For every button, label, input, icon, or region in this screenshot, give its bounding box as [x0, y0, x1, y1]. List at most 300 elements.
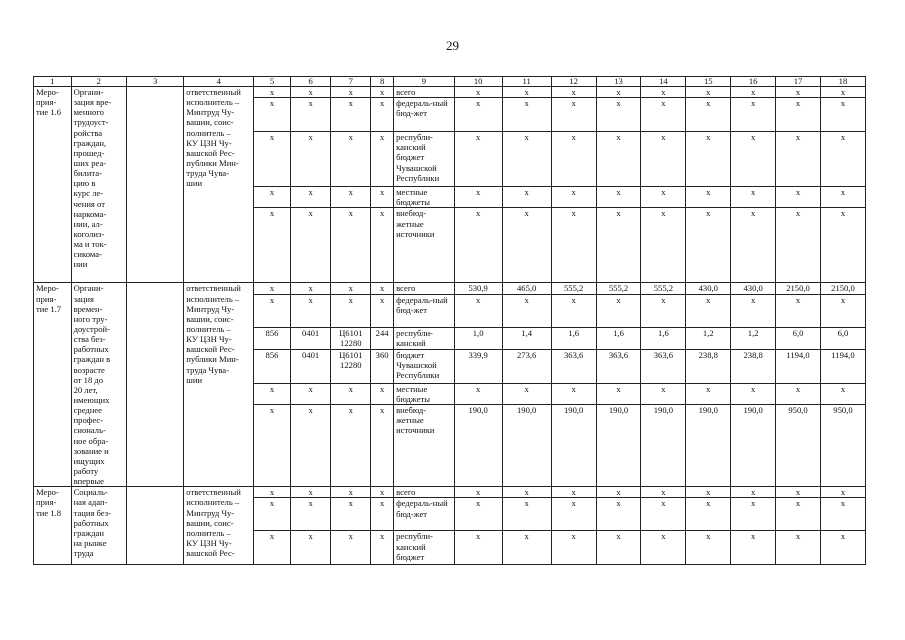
measure-name-line: от 18 до	[73, 374, 104, 385]
code-target: x	[331, 98, 371, 132]
amount-cell: x	[502, 294, 551, 327]
measure-name-line: коголиз-	[73, 228, 105, 239]
amount-cell: 1194,0	[776, 349, 821, 383]
amount-cell: x	[820, 98, 865, 132]
funding-source: бюджет Чувашской Республики	[394, 349, 455, 383]
executor-line: вашской Рес-	[186, 344, 235, 355]
executor-line: труда Чува-	[186, 168, 229, 179]
amount-cell: x	[820, 294, 865, 327]
code-section: x	[290, 405, 331, 487]
code-expense: x	[371, 498, 394, 531]
executor-line: шии	[186, 178, 203, 189]
amount-cell: 273,6	[502, 349, 551, 383]
amount-cell: 1,2	[731, 327, 776, 349]
amount-cell: x	[551, 383, 596, 404]
measure-name-line: ма и ток-	[73, 239, 107, 250]
funding-source: республи-канский бюджет	[394, 531, 455, 565]
amount-cell: 2150,0	[776, 283, 821, 294]
amount-cell: x	[776, 487, 821, 498]
amount-cell: 1,6	[551, 327, 596, 349]
amount-cell: x	[551, 87, 596, 98]
page-number: 29	[446, 38, 459, 53]
executor-line: КУ ЦЗН Чу-	[186, 537, 232, 548]
amount-cell: x	[502, 383, 551, 404]
amount-cell: x	[551, 208, 596, 283]
col-header: 15	[686, 77, 731, 87]
executor	[184, 87, 254, 283]
amount-cell: x	[776, 383, 821, 404]
column-number-row	[34, 77, 866, 87]
measure-name	[71, 487, 126, 565]
measure-name-line: граждан в	[73, 354, 111, 365]
amount-cell: 1,6	[596, 327, 641, 349]
amount-cell: x	[820, 132, 865, 187]
measure-name-line: нии	[73, 259, 88, 270]
amount-cell: 190,0	[641, 405, 686, 487]
amount-cell: 6,0	[776, 327, 821, 349]
amount-cell: 555,2	[596, 283, 641, 294]
code-expense: x	[371, 294, 394, 327]
empty-col-3	[126, 87, 183, 283]
amount-cell: 190,0	[551, 405, 596, 487]
funding-source: внебюд-жетные источники	[394, 405, 455, 487]
amount-cell: 6,0	[820, 327, 865, 349]
code-expense: x	[371, 531, 394, 565]
budget-table	[33, 76, 866, 565]
amount-cell: x	[502, 487, 551, 498]
code-target: x	[331, 487, 371, 498]
code-section: x	[290, 87, 331, 98]
code-expense: 244	[371, 327, 394, 349]
amount-cell: x	[776, 187, 821, 208]
amount-cell: x	[731, 87, 776, 98]
measure-name-line: нии, ал-	[73, 218, 103, 229]
measure-name-line: зация	[73, 293, 94, 304]
amount-cell: 555,2	[641, 283, 686, 294]
col-header: 1	[34, 77, 72, 87]
amount-cell: x	[641, 208, 686, 283]
amount-cell: x	[731, 294, 776, 327]
executor-line: КУ ЦЗН Чу-	[186, 334, 232, 345]
amount-cell: x	[776, 208, 821, 283]
amount-cell: x	[596, 132, 641, 187]
amount-cell: 190,0	[454, 405, 502, 487]
measure-name-line: зация вре-	[73, 97, 112, 108]
amount-cell: 465,0	[502, 283, 551, 294]
code-target: x	[331, 294, 371, 327]
amount-cell: x	[596, 208, 641, 283]
funding-source: республи-канский	[394, 327, 455, 349]
executor-line: КУ ЦЗН Чу-	[186, 137, 232, 148]
executor-line: Минтруд Чу-	[186, 107, 235, 118]
measure-label-line: тие 1.7	[36, 303, 62, 314]
amount-cell: x	[454, 294, 502, 327]
amount-cell: x	[731, 132, 776, 187]
measure-name-line: работных	[73, 344, 109, 355]
amount-cell: x	[551, 531, 596, 565]
executor-line: вашской Рес-	[186, 548, 235, 559]
amount-cell: x	[641, 498, 686, 531]
measure-name-line: ших реа-	[73, 158, 107, 168]
amount-cell: x	[551, 294, 596, 327]
amount-cell: x	[776, 132, 821, 187]
measure-name-line: Социаль-	[73, 487, 108, 498]
code-expense: x	[371, 405, 394, 487]
executor-line: исполнитель –	[186, 97, 240, 108]
amount-cell: x	[820, 383, 865, 404]
amount-cell: x	[686, 487, 731, 498]
amount-cell: x	[686, 132, 731, 187]
amount-cell: x	[596, 187, 641, 208]
code-expense: x	[371, 283, 394, 294]
funding-source: федераль-ный бюд-жет	[394, 498, 455, 531]
measure-name	[71, 283, 126, 487]
measure-name-line: ройства	[73, 127, 103, 138]
amount-cell: x	[686, 98, 731, 132]
executor	[184, 283, 254, 487]
amount-cell: 363,6	[551, 349, 596, 383]
amount-cell: x	[641, 531, 686, 565]
amount-cell: x	[686, 208, 731, 283]
amount-cell: x	[596, 531, 641, 565]
amount-cell: x	[820, 187, 865, 208]
col-header: 10	[454, 77, 502, 87]
executor-line: вашской Рес-	[186, 147, 235, 158]
code-target: x	[331, 283, 371, 294]
code-target: x	[331, 498, 371, 531]
col-header: 16	[731, 77, 776, 87]
measure-label-line: прия-	[36, 97, 57, 108]
amount-cell: x	[776, 294, 821, 327]
code-target: Ц6101 12280	[331, 327, 371, 349]
measure-name-line: трудоуст-	[73, 117, 109, 128]
measure-name-line: ное обра-	[73, 435, 109, 446]
col-header: 7	[331, 77, 371, 87]
amount-cell: 190,0	[731, 405, 776, 487]
measure-name-line: тация без-	[73, 507, 111, 518]
code-ministry: x	[254, 283, 291, 294]
amount-cell: x	[596, 498, 641, 531]
code-ministry: x	[254, 98, 291, 132]
amount-cell: x	[820, 208, 865, 283]
amount-cell: x	[776, 98, 821, 132]
measure-label	[34, 87, 72, 283]
amount-cell: x	[454, 531, 502, 565]
code-expense: x	[371, 132, 394, 187]
amount-cell: x	[551, 98, 596, 132]
executor-line: труда Чува-	[186, 364, 229, 375]
code-ministry: x	[254, 383, 291, 404]
measure-label-line: тие 1.6	[36, 107, 62, 118]
code-section: x	[290, 487, 331, 498]
code-section: x	[290, 187, 331, 208]
measure-name-line: Органи-	[73, 283, 104, 294]
measure-label-line: тие 1.8	[36, 507, 62, 518]
col-header: 17	[776, 77, 821, 87]
measure-name-line: профес-	[73, 415, 104, 426]
amount-cell: 430,0	[731, 283, 776, 294]
code-target: x	[331, 208, 371, 283]
amount-cell: x	[776, 498, 821, 531]
measure-name-line: впервые	[73, 476, 104, 487]
col-header: 14	[641, 77, 686, 87]
amount-cell: x	[596, 87, 641, 98]
measure-name-line: труда	[73, 548, 94, 559]
measure-name-line: менного	[73, 107, 104, 118]
measure-name-line: наркома-	[73, 208, 107, 219]
code-section: x	[290, 294, 331, 327]
measure-name-line: среднее	[73, 405, 102, 416]
col-header: 18	[820, 77, 865, 87]
code-ministry: x	[254, 498, 291, 531]
amount-cell: x	[731, 531, 776, 565]
code-section: x	[290, 132, 331, 187]
amount-cell: 1,2	[686, 327, 731, 349]
code-section: x	[290, 208, 331, 283]
code-expense: x	[371, 98, 394, 132]
measure-label-line: Меро-	[36, 283, 59, 294]
executor-line: Минтруд Чу-	[186, 303, 235, 314]
amount-cell: x	[551, 498, 596, 531]
code-target: x	[331, 132, 371, 187]
measure-name-line: Органи-	[73, 87, 104, 98]
amount-cell: x	[454, 98, 502, 132]
code-expense: x	[371, 208, 394, 283]
amount-cell: x	[502, 132, 551, 187]
code-target: x	[331, 87, 371, 98]
amount-cell: x	[820, 531, 865, 565]
amount-cell: x	[686, 531, 731, 565]
measure-name-line: времен-	[73, 303, 103, 314]
amount-cell: x	[686, 187, 731, 208]
amount-cell: x	[454, 498, 502, 531]
amount-cell: 238,8	[686, 349, 731, 383]
amount-cell: x	[551, 487, 596, 498]
amount-cell: x	[641, 132, 686, 187]
amount-cell: x	[641, 383, 686, 404]
measure-name	[71, 87, 126, 283]
amount-cell: x	[502, 208, 551, 283]
executor-line: полнитель –	[186, 127, 231, 138]
code-section: x	[290, 98, 331, 132]
amount-cell: x	[454, 487, 502, 498]
code-section: 0401	[290, 327, 331, 349]
code-ministry: x	[254, 405, 291, 487]
executor-line: Минтруд Чу-	[186, 507, 235, 518]
amount-cell: x	[731, 187, 776, 208]
code-ministry: x	[254, 87, 291, 98]
code-ministry: x	[254, 208, 291, 283]
col-header: 4	[184, 77, 254, 87]
code-section: x	[290, 498, 331, 531]
code-ministry: x	[254, 294, 291, 327]
measure-label-line: прия-	[36, 497, 57, 508]
measure-subrow	[34, 487, 866, 498]
code-section: x	[290, 283, 331, 294]
measure-name-line: на рынке	[73, 537, 107, 548]
measure-subrow	[34, 87, 866, 98]
amount-cell: x	[731, 98, 776, 132]
amount-cell: x	[551, 187, 596, 208]
measure-label-line: Меро-	[36, 487, 59, 498]
amount-cell: x	[596, 294, 641, 327]
measure-subrow	[34, 283, 866, 294]
measure-name-line: курс ле-	[73, 188, 104, 199]
amount-cell: 950,0	[776, 405, 821, 487]
amount-cell: 363,6	[641, 349, 686, 383]
executor-line: исполнитель –	[186, 293, 240, 304]
measure-label	[34, 283, 72, 487]
code-target: x	[331, 531, 371, 565]
funding-source: всего	[394, 487, 455, 498]
amount-cell: 1,6	[641, 327, 686, 349]
code-ministry: x	[254, 132, 291, 187]
measure-name-line: билита-	[73, 168, 102, 179]
measure-name-line: 20 лет,	[73, 384, 98, 395]
amount-cell: 430,0	[686, 283, 731, 294]
measure-label-line: Меро-	[36, 87, 59, 98]
code-section: 0401	[290, 349, 331, 383]
measure-name-line: граждан	[73, 527, 104, 538]
amount-cell: 238,8	[731, 349, 776, 383]
code-expense: x	[371, 383, 394, 404]
col-header: 5	[254, 77, 291, 87]
amount-cell: x	[820, 498, 865, 531]
amount-cell: 339,9	[454, 349, 502, 383]
executor-line: ответственный	[186, 487, 241, 498]
measure-label-line: прия-	[36, 293, 57, 304]
measure-name-line: возрасте	[73, 364, 105, 375]
col-header: 8	[371, 77, 394, 87]
code-ministry: 856	[254, 349, 291, 383]
amount-cell: x	[641, 87, 686, 98]
executor-line: вашии, соис-	[186, 117, 234, 128]
col-header: 11	[502, 77, 551, 87]
empty-col-3	[126, 487, 183, 565]
executor	[184, 487, 254, 565]
amount-cell: x	[454, 87, 502, 98]
amount-cell: 1194,0	[820, 349, 865, 383]
executor-line: ответственный	[186, 283, 241, 294]
amount-cell: x	[686, 87, 731, 98]
col-header: 13	[596, 77, 641, 87]
amount-cell: x	[731, 487, 776, 498]
code-expense: x	[371, 87, 394, 98]
code-expense: 360	[371, 349, 394, 383]
measure-name-line: работных	[73, 517, 109, 528]
executor-line: публики Мин-	[186, 354, 239, 365]
executor-line: ответственный	[186, 87, 241, 98]
amount-cell: x	[454, 208, 502, 283]
amount-cell: x	[686, 294, 731, 327]
amount-cell: x	[731, 498, 776, 531]
funding-source: всего	[394, 283, 455, 294]
measure-name-line: сиональ-	[73, 425, 106, 436]
amount-cell: x	[502, 87, 551, 98]
funding-source: всего	[394, 87, 455, 98]
funding-source: федераль-ный бюд-жет	[394, 294, 455, 327]
amount-cell: 530,9	[454, 283, 502, 294]
amount-cell: x	[596, 98, 641, 132]
amount-cell: x	[454, 132, 502, 187]
amount-cell: x	[641, 294, 686, 327]
executor-line: шии	[186, 374, 203, 385]
measure-name-line: имеющих	[73, 394, 110, 405]
code-ministry: x	[254, 487, 291, 498]
code-target: x	[331, 405, 371, 487]
col-header: 6	[290, 77, 331, 87]
amount-cell: x	[820, 87, 865, 98]
code-target: x	[331, 383, 371, 404]
funding-source: внебюд-жетные источники	[394, 208, 455, 283]
amount-cell: x	[641, 187, 686, 208]
amount-cell: x	[502, 187, 551, 208]
measure-name-line: доустрой-	[73, 324, 110, 334]
executor-line: вашии, соис-	[186, 517, 234, 528]
executor-line: полнитель –	[186, 324, 231, 334]
funding-source: местные бюджеты	[394, 383, 455, 404]
col-header: 3	[126, 77, 183, 87]
measure-name-line: ная адап-	[73, 497, 108, 508]
executor-line: полнитель –	[186, 527, 231, 538]
amount-cell: x	[776, 531, 821, 565]
empty-col-3	[126, 283, 183, 487]
amount-cell: x	[641, 487, 686, 498]
amount-cell: 190,0	[686, 405, 731, 487]
measure-label	[34, 487, 72, 565]
code-ministry: 856	[254, 327, 291, 349]
amount-cell: 190,0	[502, 405, 551, 487]
measure-name-line: прошед-	[73, 147, 105, 158]
code-target: Ц6101 12280	[331, 349, 371, 383]
amount-cell: x	[641, 98, 686, 132]
executor-line: вашии, соис-	[186, 313, 234, 324]
amount-cell: x	[731, 208, 776, 283]
amount-cell: x	[686, 383, 731, 404]
amount-cell: x	[502, 98, 551, 132]
amount-cell: x	[596, 487, 641, 498]
measure-name-line: ства без-	[73, 334, 106, 345]
amount-cell: x	[686, 498, 731, 531]
measure-name-line: сикома-	[73, 249, 102, 260]
amount-cell: x	[731, 383, 776, 404]
amount-cell: x	[596, 383, 641, 404]
col-header: 9	[394, 77, 455, 87]
code-expense: x	[371, 187, 394, 208]
code-section: x	[290, 383, 331, 404]
amount-cell: x	[820, 487, 865, 498]
funding-source: местные бюджеты	[394, 187, 455, 208]
measure-name-line: работу	[73, 465, 99, 476]
code-section: x	[290, 531, 331, 565]
amount-cell: x	[502, 498, 551, 531]
measure-name-line: чения от	[73, 198, 105, 209]
executor-line: публики Мин-	[186, 158, 239, 168]
amount-cell: x	[454, 187, 502, 208]
measure-name-line: граждан,	[73, 137, 107, 148]
amount-cell: x	[502, 531, 551, 565]
amount-cell: 950,0	[820, 405, 865, 487]
amount-cell: x	[551, 132, 596, 187]
code-ministry: x	[254, 531, 291, 565]
measure-name-line: цию в	[73, 178, 96, 189]
amount-cell: 363,6	[596, 349, 641, 383]
executor-line: исполнитель –	[186, 497, 240, 508]
amount-cell: 555,2	[551, 283, 596, 294]
amount-cell: 190,0	[596, 405, 641, 487]
measure-name-line: ного тру-	[73, 313, 108, 324]
code-ministry: x	[254, 187, 291, 208]
